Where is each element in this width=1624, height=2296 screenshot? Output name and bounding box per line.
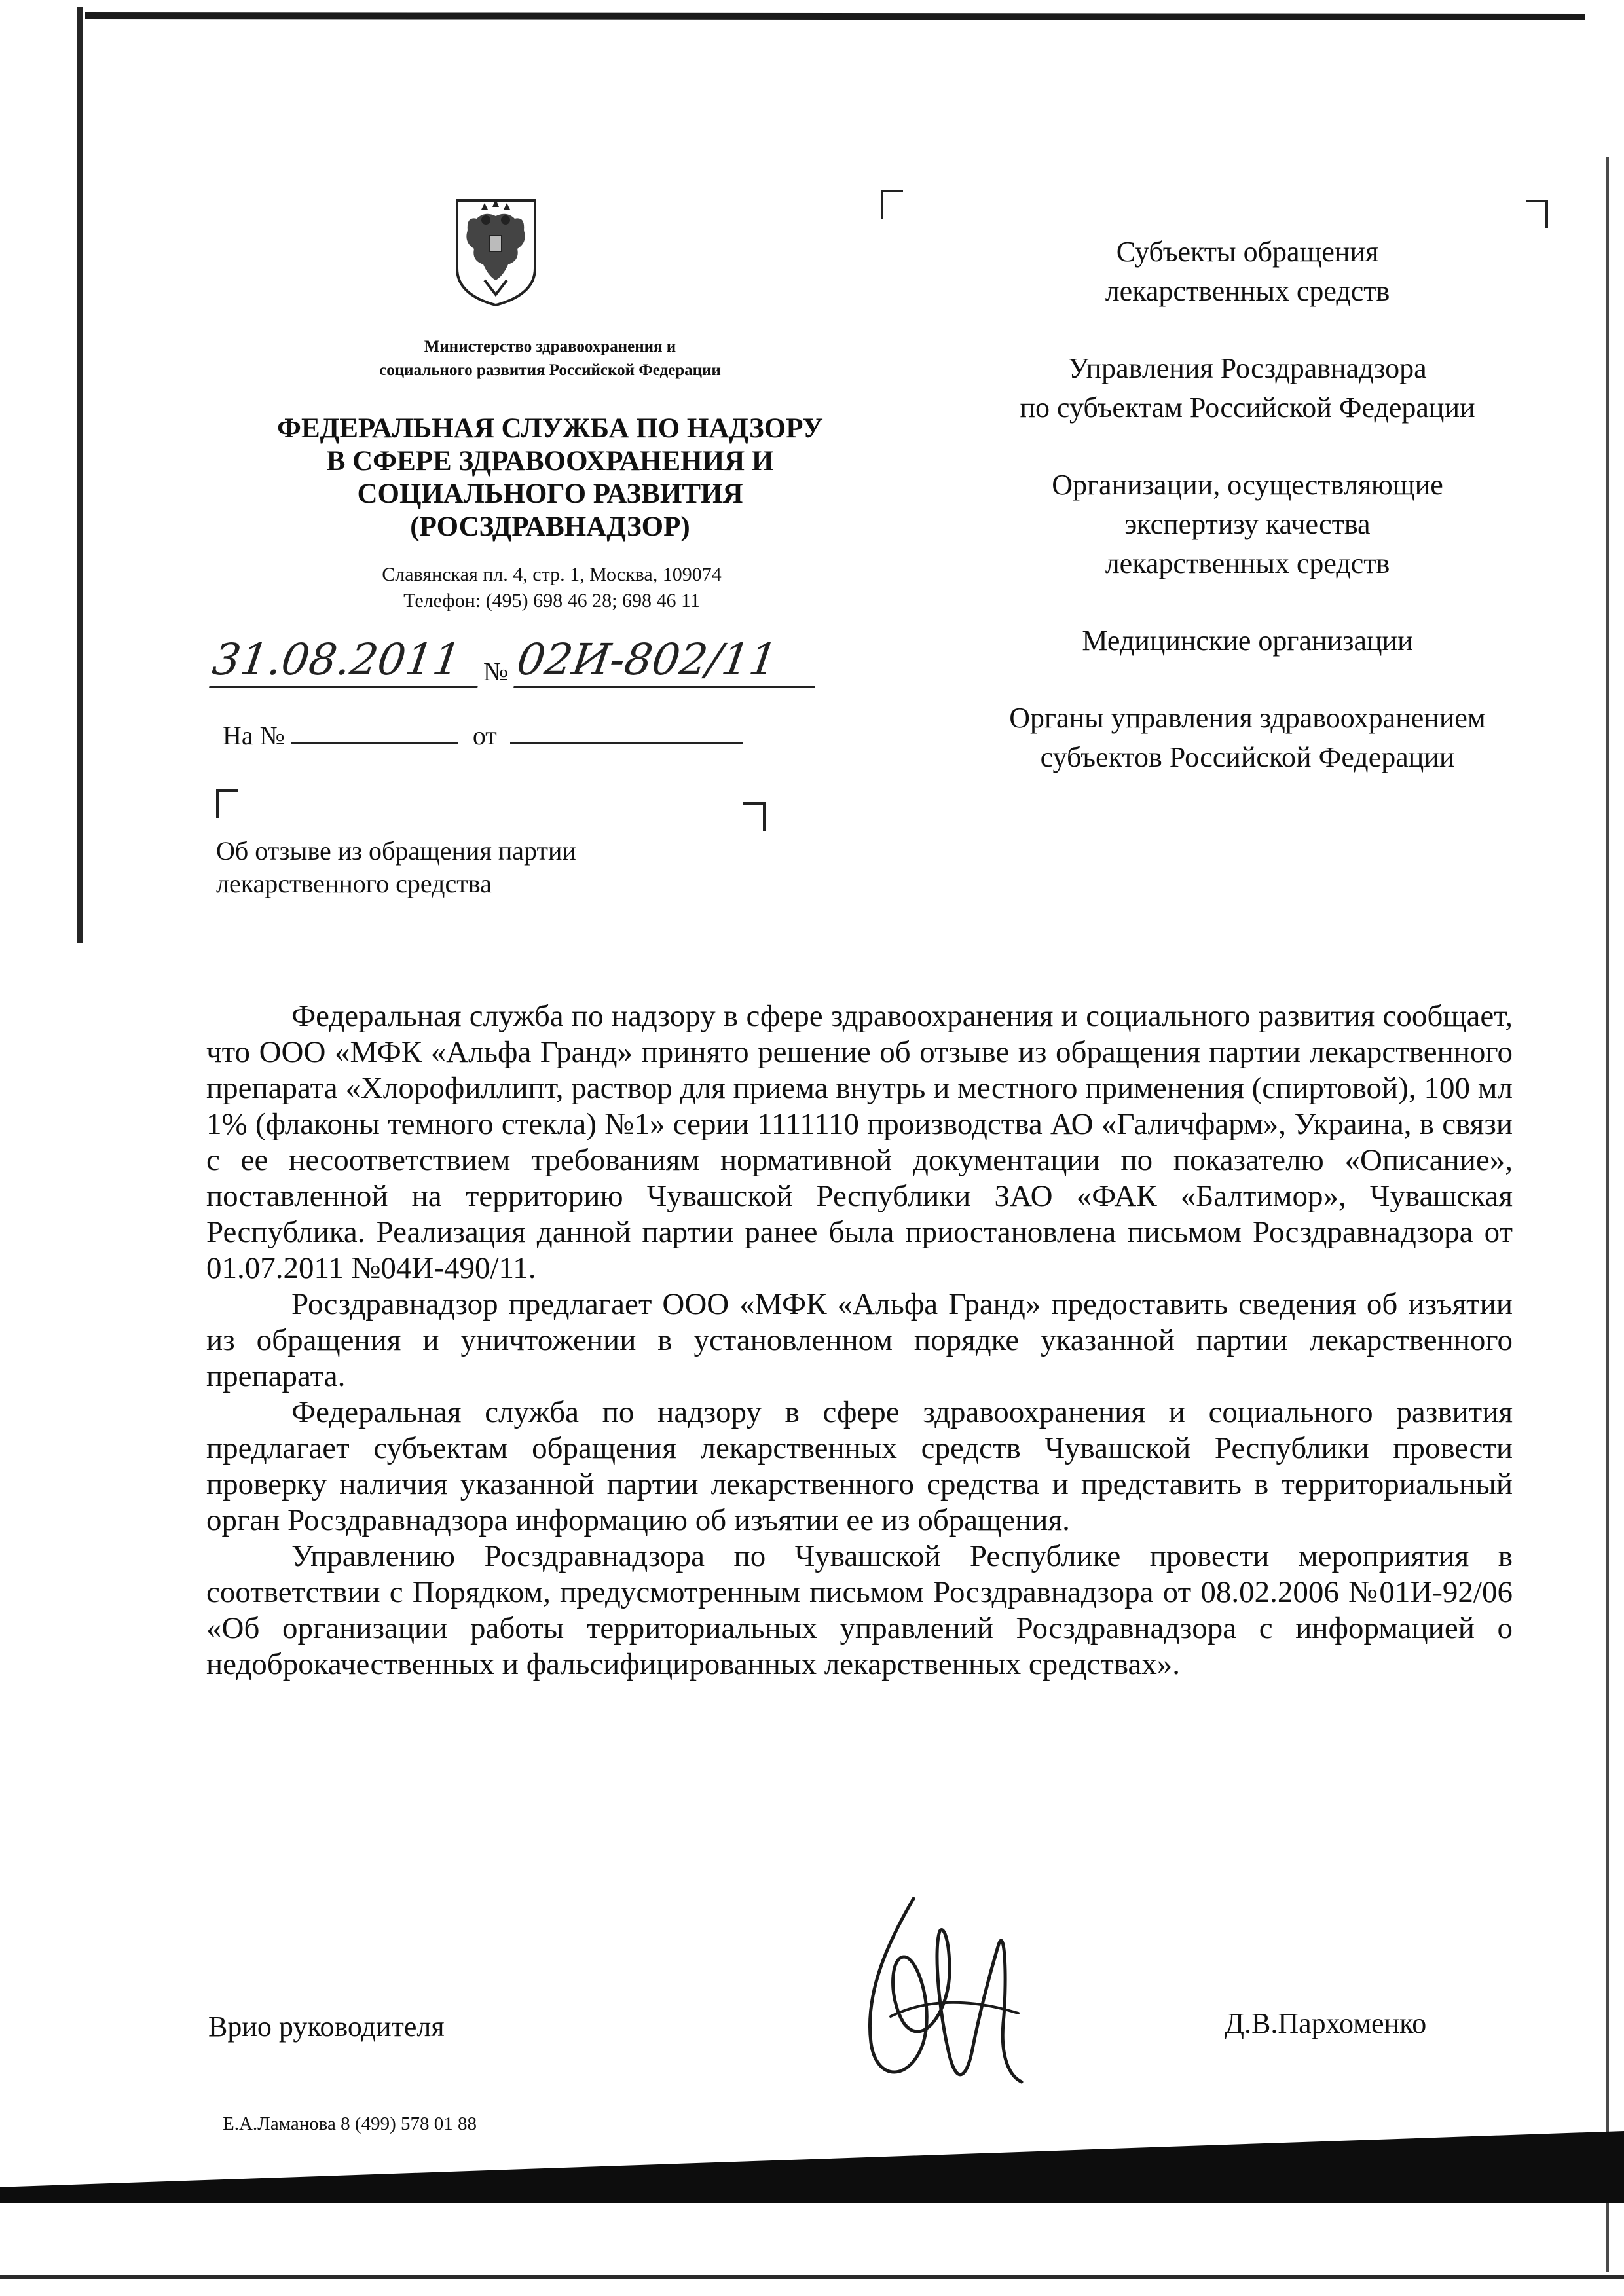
letter-body xyxy=(206,998,1513,1683)
addressee-item: Медицинские организации xyxy=(1082,625,1413,657)
addressee-item: Субъекты обращения лекарственных средств xyxy=(1105,236,1390,307)
reply-number-blank xyxy=(291,729,458,744)
coat-of-arms-icon xyxy=(452,196,540,308)
subject-corner-left xyxy=(216,789,238,818)
scan-edge-bottom-band xyxy=(0,2131,1624,2203)
number-sign: № xyxy=(483,657,509,686)
addressee-item: Органы управления здравоохранением субъектов Российской Федерации xyxy=(1009,702,1486,773)
registration-number: 02И-802/11 xyxy=(513,634,822,688)
address-block-corner-right xyxy=(1526,200,1548,228)
reply-date-blank xyxy=(510,729,743,744)
body-paragraph: Федеральная служба по надзору в сфере здравоохранения и социального развития сообщает, что ООО «МФК «Альфа Гранд» принято решение об отзыве из обращения партии лекарственного препарата «Хлорофиллипт, раствор для приема внутрь и местного применения (спиртовой), 100 мл 1% (флаконы темного стекла) №1» серии 1111110 производства АО «Галичфарм», Украина, в связи с ее несоответствием требованиям нормативной документации по показателю «Описание», поставленной на территорию Чувашской Республики ЗАО «ФАК «Балтимор», Чувашская Республика. Реализация данной партии ранее была приостановлена письмом Росздравнадзора от 01.07.2011 №04И-490/11. xyxy=(206,999,1513,1285)
ministry-name: Министерство здравоохранения и социального развития Российской Федерации xyxy=(379,338,721,379)
scan-edge-right xyxy=(1606,157,1609,2272)
addressee-item: Организации, осуществляющие экспертизу качества лекарственных средств xyxy=(1052,469,1443,579)
letter-subject: Об отзыве из обращения партии лекарственного средства xyxy=(216,836,576,898)
executor-contact: Е.А.Ламанова 8 (499) 578 01 88 xyxy=(223,2113,477,2134)
signer-position: Врио руководителя xyxy=(208,2011,445,2043)
reply-label: На № xyxy=(223,721,285,750)
scan-edge-top xyxy=(85,12,1585,20)
signer-name: Д.В.Пархоменко xyxy=(1225,2007,1427,2039)
scan-edge-bottom-line xyxy=(0,2275,1624,2279)
body-paragraph: Федеральная служба по надзору в сфере здравоохранения и социального развития предлагает субъектам обращения лекарственных средств Чувашской Республики провести проверку наличия указанной партии лекарственного средства и представить в территориальный орган Росздравнадзора информацию об изъятии ее из обращения. xyxy=(206,1395,1513,1537)
service-address: Славянская пл. 4, стр. 1, Москва, 109074 Телефон: (495) 698 46 28; 698 46 11 xyxy=(382,564,722,611)
addressee-list xyxy=(936,232,1559,815)
body-paragraph: Росздравнадзор предлагает ООО «МФК «Альфа Гранд» предоставить сведения об изъятии из обращения и уничтожении в установленном порядке указанной партии лекарственного препарата. xyxy=(206,1287,1513,1393)
address-block-corner-left xyxy=(881,190,903,219)
subject-corner-right xyxy=(743,802,766,831)
reply-reference-row xyxy=(223,720,743,751)
service-name: ФЕДЕРАЛЬНАЯ СЛУЖБА ПО НАДЗОРУ В СФЕРЕ ЗДРАВООХРАНЕНИЯ И СОЦИАЛЬНОГО РАЗВИТИЯ (РОСЗДРАВНАДЗОР) xyxy=(277,413,823,542)
handwritten-signature-icon xyxy=(851,1886,1035,2102)
body-paragraph: Управлению Росздравнадзора по Чувашской Республике провести мероприятия в соответствии с Порядком, предусмотренным письмом Росздравнадзора от 08.02.2006 №01И-92/06 «Об организации работы территориальных управлений Росздравнадзора с информацией о недоброкачественных и фальсифицированных лекарственных средствах». xyxy=(206,1539,1513,1681)
addressee-item: Управления Росздравнадзора по субъектам Российской Федерации xyxy=(1020,352,1475,424)
scan-edge-left xyxy=(77,7,83,943)
from-label: от xyxy=(472,721,497,750)
registration-date: 31.08.2011 xyxy=(209,634,485,688)
